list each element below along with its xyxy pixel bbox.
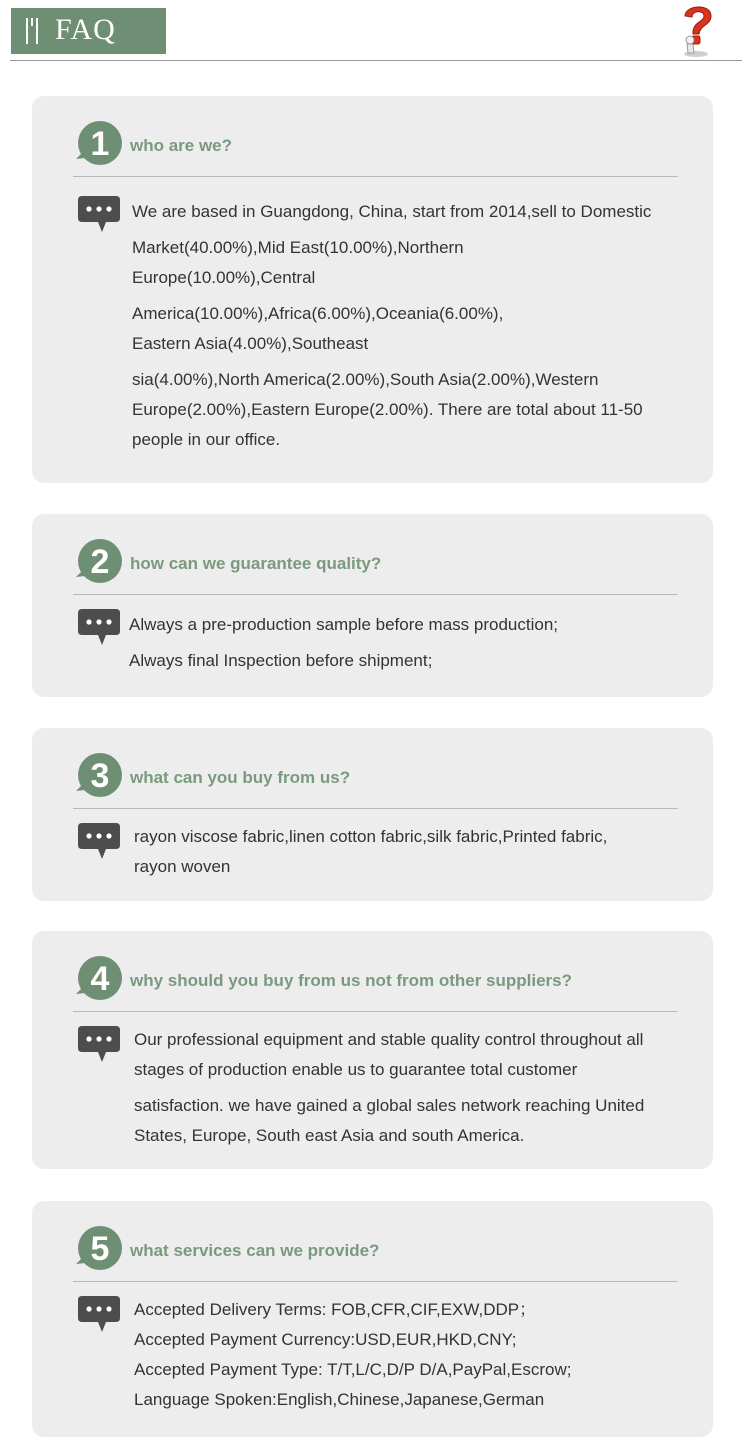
faq-card-2 [32, 514, 713, 697]
badge-number: 4 [90, 960, 110, 998]
faq-card-3 [32, 728, 713, 901]
answer-line: people in our office. [132, 430, 281, 449]
answer-line: stages of production enable us to guarantee total customer [134, 1060, 578, 1079]
question-title: who are we? [130, 136, 233, 155]
answer-text [132, 197, 651, 455]
header-divider [10, 60, 742, 61]
answer-line: sia(4.00%),North America(2.00%),South Asia(2.00%),Western [132, 370, 599, 389]
answer-line: States, Europe, South east Asia and south America. [134, 1126, 525, 1145]
number-badge-icon [72, 954, 124, 1006]
answer-line: Accepted Payment Type: T/T,L/C,D/P D/A,PayPal,Escrow; [134, 1360, 572, 1379]
answer-line: America(10.00%),Africa(6.00%),Oceania(6.00%), [132, 304, 504, 323]
bars-icon [26, 18, 40, 44]
question-mark-icon [676, 0, 720, 58]
answer-line: Europe(2.00%),Eastern Europe(2.00%). There are total about 11-50 [132, 400, 643, 419]
badge-number: 1 [90, 125, 110, 163]
answer-line: rayon woven [134, 857, 231, 876]
answer-text [134, 822, 607, 882]
badge-number: 3 [90, 757, 110, 795]
question-title: how can we guarantee quality? [130, 554, 382, 573]
badge-number: 2 [90, 543, 110, 581]
question-divider [73, 176, 678, 177]
answer-line: Always a pre-production sample before mass production; [129, 615, 558, 634]
question-divider [73, 1011, 678, 1012]
answer-text [134, 1295, 571, 1415]
answer-text [134, 1025, 644, 1151]
question-title: what services can we provide? [130, 1241, 380, 1260]
answer-line: Market(40.00%),Mid East(10.00%),Northern [132, 238, 464, 257]
speech-bubble-icon [78, 196, 120, 234]
answer-line: Our professional equipment and stable quality control throughout all [134, 1030, 644, 1049]
question-title: what can you buy from us? [130, 768, 351, 787]
page-title: FAQ [55, 13, 116, 46]
answer-line: satisfaction. we have gained a global sales network reaching United [134, 1096, 645, 1115]
answer-line: Language Spoken:English,Chinese,Japanese,German [134, 1390, 545, 1409]
faq-card-4 [32, 931, 713, 1169]
answer-line: rayon viscose fabric,linen cotton fabric,silk fabric,Printed fabric, [134, 827, 608, 846]
answer-line: We are based in Guangdong, China, start from 2014,sell to Domestic [132, 202, 652, 221]
number-badge-icon [72, 537, 124, 589]
answer-text [129, 607, 558, 679]
speech-bubble-icon [78, 1026, 120, 1064]
faq-header [0, 0, 752, 62]
speech-bubble-icon [78, 609, 120, 647]
badge-number: 5 [90, 1230, 110, 1268]
question-title: why should you buy from us not from other suppliers? [130, 971, 573, 990]
faq-card-5 [32, 1201, 713, 1437]
question-divider [73, 1281, 678, 1282]
answer-line: Accepted Delivery Terms: FOB,CFR,CIF,EXW,DDP； [134, 1300, 537, 1319]
answer-line: Eastern Asia(4.00%),Southeast [132, 334, 369, 353]
question-divider [73, 808, 678, 809]
question-divider [73, 594, 678, 595]
answer-line: Always final Inspection before shipment; [129, 651, 433, 670]
number-badge-icon [72, 1224, 124, 1276]
speech-bubble-icon [78, 1296, 120, 1334]
answer-line: Europe(10.00%),Central [132, 268, 316, 287]
speech-bubble-icon [78, 823, 120, 861]
number-badge-icon [72, 119, 124, 171]
faq-card-1 [32, 96, 713, 483]
answer-line: Accepted Payment Currency:USD,EUR,HKD,CNY; [134, 1330, 517, 1349]
number-badge-icon [72, 751, 124, 803]
faq-title-box [11, 8, 166, 54]
